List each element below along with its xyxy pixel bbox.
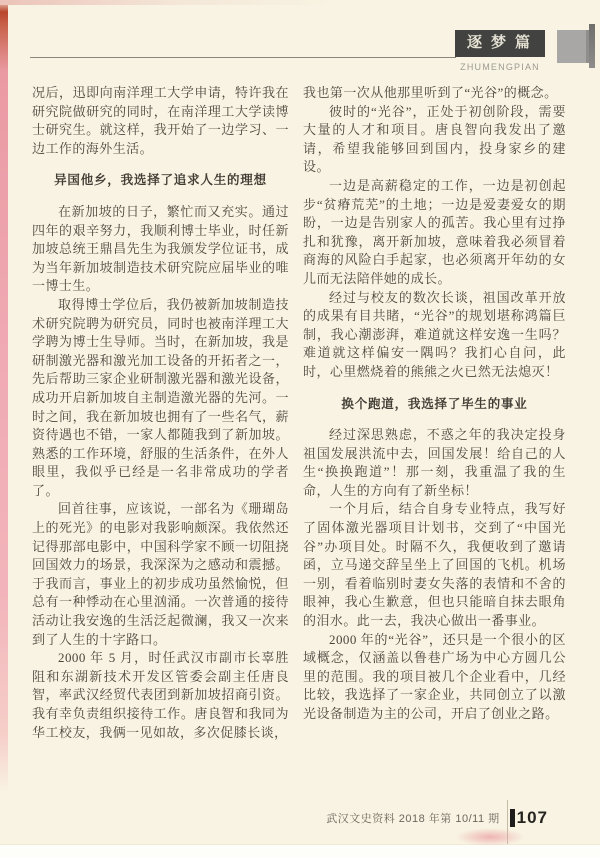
scan-edge-bottom [0,844,600,857]
page-number-bar [510,809,515,827]
paragraph: 回首往事，应该说，一部名为《珊瑚岛上的死光》的电影对我影响颇深。我依然还记得那部电影中，中国科学家不顾一切阻挠回国效力的场景，我深深为之感动和震撼。于我而言，事业上的初步成功虽然愉悦，但总有一种悸动在心里汹涌。一次普通的接待活动让我安逸的生活泛起微澜，我又一次来到了人生的十字路口。 [32,501,289,647]
scan-edge-left [0,0,8,792]
chapter-badge: 逐梦篇 [455,30,545,57]
left-column [32,84,289,790]
page-footer [0,806,548,830]
paragraph: 我也第一次从他那里听到了“光谷”的概念。 [303,85,558,100]
paragraph: 况后，迅即向南洋理工大学申请，特许我在研究院做研究的同时，在南洋理工大学读博士研究生。就这样，我开始了一边学习、一边工作的海外生活。 [32,85,289,156]
page-edge-tab [557,30,589,63]
right-column [303,84,566,790]
paragraph: 彼时的“光谷”，正处于初创阶段，需要大量的人才和项目。唐良智向我发出了邀请，希望我能够回到国内，投身家乡的建设。 [303,103,566,175]
journal-issue-label: 武汉文史资料 2018 年第 10/11 期 [326,813,500,825]
paragraph: 2000 年 5 月，时任武汉市副市长辜胜阻和东湖新技术开发区管委会副主任唐良智，率武汉经贸代表团到新加坡招商引资。我有幸负责组织接待工作。唐良智和我同为华工校友，我俩一见如故，多次促膝长谈， [32,650,289,740]
section-heading: 异国他乡，我选择了追求人生的理想 [54,173,267,188]
header-rule [30,57,456,58]
paragraph: 取得博士学位后，我仍被新加坡制造技术研究院聘为研究员，同时也被南洋理工大学聘为博士生导师。当时，在新加坡，我是研制激光器和激光加工设备的开拓者之一，先后帮助三家企业研制激光器和激光设备，成功开启新加坡自主制造激光器的先河。一时之间，我在新加坡也拥有了一些名气，薪资待遇也不错，一家人都随我到了新加坡。熟悉的工作环境，舒服的生活条件，在外人眼里，我似乎已经是一名非常成功的学者了。 [32,296,289,498]
paragraph: 一个月后，结合自身专业特点，我写好了固体激光器项目计划书，交到了“中国光谷”办项目处。时隔不久，我便收到了邀请函，立马递交辞呈坐上了回国的飞机。机场一别，看着临别时妻女失落的表情和不舍的眼神，我心生歉意，但也只能暗自抹去眼角的泪水。此一去，我决心做出一番事业。 [303,501,566,629]
paragraph: 经过与校友的数次长谈，祖国改革开放的成果有目共睹，“光谷”的规划堪称鸿篇巨制，我心潮澎湃，难道就这样安逸一生吗？难道就这样偏安一隅吗？我扪心自问，此时，心里燃烧着的熊熊之火已然无法熄灭！ [303,289,566,379]
paragraph: 经过深思熟虑，不惑之年的我决定投身祖国发展洪流中去，回国发展！给自己的人生“换换跑道”！那一刻，我重温了我的生命，人生的方向有了新坐标！ [303,427,566,498]
paragraph: 在新加坡的日子，繁忙而又充实。通过四年的艰辛努力，我顺利博士毕业，时任新加坡总统王鼎昌先生为我颁发学位证书，成为当年新加坡制造技术研究院应届毕业的唯一博士生。 [32,203,289,294]
paragraph: 2000 年的“光谷”，还只是一个很小的区域概念，仅涵盖以鲁巷广场为中心方圆几公里的范围。我的项目被几个企业看中，几经比较，我选择了一家企业，共同创立了以激光设备制造为主的公司，开启了创业之路。 [303,631,566,721]
paragraph: 一边是高薪稳定的工作，一边是初创起步“贫瘠荒芜”的土地；一边是爱妻爱女的期盼，一边是告别家人的孤苦。我心里有过挣扎和犹豫，离开新加坡，意味着我必须冒着商海的风险白手起家，也必须离开年幼的女儿而无法陪伴她的成长。 [303,177,566,286]
page-edge-tab-shadow [589,24,595,68]
section-heading: 换个跑道，我选择了毕生的事业 [341,396,528,411]
scan-edge-top [0,0,600,5]
chapter-pinyin: ZHUMENGPIAN [460,62,540,72]
page-number: 107 [516,808,548,827]
scan-smudge [455,828,525,846]
